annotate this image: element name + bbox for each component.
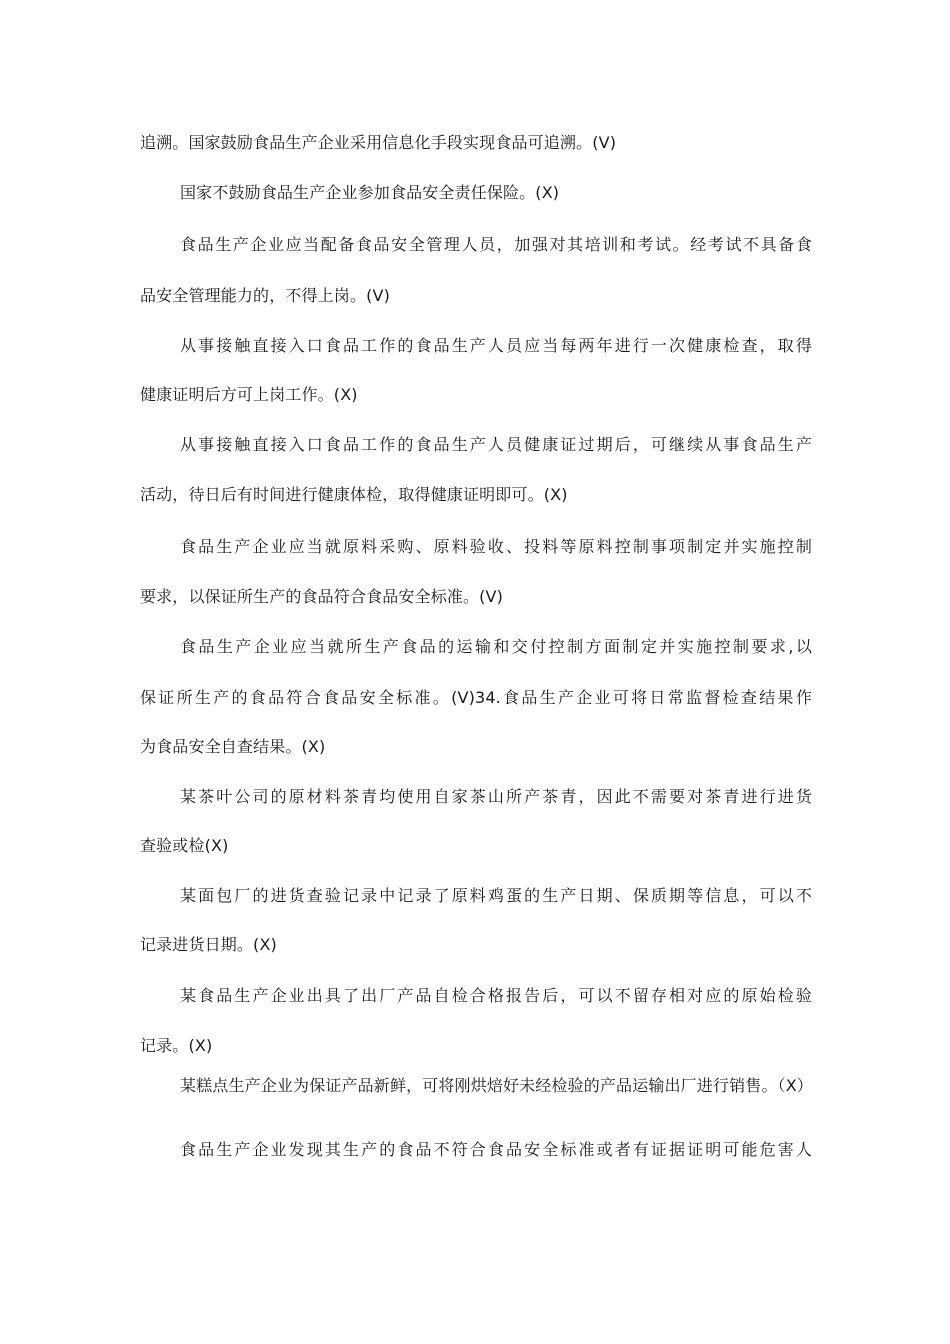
paragraph-line: 为食品安全自查结果。(X) bbox=[140, 737, 326, 756]
paragraph-line: 品安全管理能力的，不得上岗。(V) bbox=[140, 286, 390, 305]
paragraph-line: 某食品生产企业出具了出厂产品自检合格报告后，可以不留存相对应的原始检验 bbox=[180, 986, 812, 1005]
paragraph-line: 食品生产企业发现其生产的食品不符合食品安全标准或者有证据证明可能危害人 bbox=[180, 1140, 812, 1159]
paragraph-line: 要求，以保证所生产的食品符合食品安全标准。(V) bbox=[140, 587, 504, 606]
paragraph-continuation-line: 追溯。国家鼓励食品生产企业采用信息化手段实现食品可追溯。(V) bbox=[140, 133, 617, 152]
paragraph-line: 活动，待日后有时间进行健康体检，取得健康证明即可。(X) bbox=[140, 485, 568, 504]
paragraph-line: 国家不鼓励食品生产企业参加食品安全责任保险。(X) bbox=[180, 183, 560, 202]
paragraph-line: 健康证明后方可上岗工作。(X) bbox=[140, 385, 358, 404]
paragraph-line: 食品生产企业应当就所生产食品的运输和交付控制方面制定并实施控制要求,以 bbox=[180, 637, 812, 656]
paragraph-line: 某茶叶公司的原材料茶青均使用自家茶山所产茶青，因此不需要对茶青进行进货 bbox=[180, 787, 812, 806]
paragraph-line: 查验或检(X) bbox=[140, 836, 229, 855]
paragraph-line: 从事接触直接入口食品工作的食品生产人员应当每两年进行一次健康检查，取得 bbox=[180, 336, 812, 355]
paragraph-line: 食品生产企业应当配备食品安全管理人员，加强对其培训和考试。经考试不具备食 bbox=[180, 235, 812, 254]
paragraph-line: 食品生产企业应当就原料采购、原料验收、投料等原料控制事项制定并实施控制 bbox=[180, 537, 812, 556]
paragraph-line: 保证所生产的食品符合食品安全标准。(V)34.食品生产企业可将日常监督检查结果作 bbox=[140, 688, 812, 707]
paragraph-line: 记录。(X) bbox=[140, 1036, 213, 1055]
paragraph-line: 记录进货日期。(X) bbox=[140, 935, 277, 954]
paragraph-block: 某糕点生产企业为保证产品新鲜，可将刚烘焙好未经检验的产品运输出厂进行销售。（X） bbox=[180, 1076, 813, 1095]
paragraph-line: 从事接触直接入口食品工作的食品生产人员健康证过期后，可继续从事食品生产 bbox=[180, 435, 812, 454]
paragraph-line: 某面包厂的进货查验记录中记录了原料鸡蛋的生产日期、保质期等信息，可以不 bbox=[180, 886, 812, 905]
